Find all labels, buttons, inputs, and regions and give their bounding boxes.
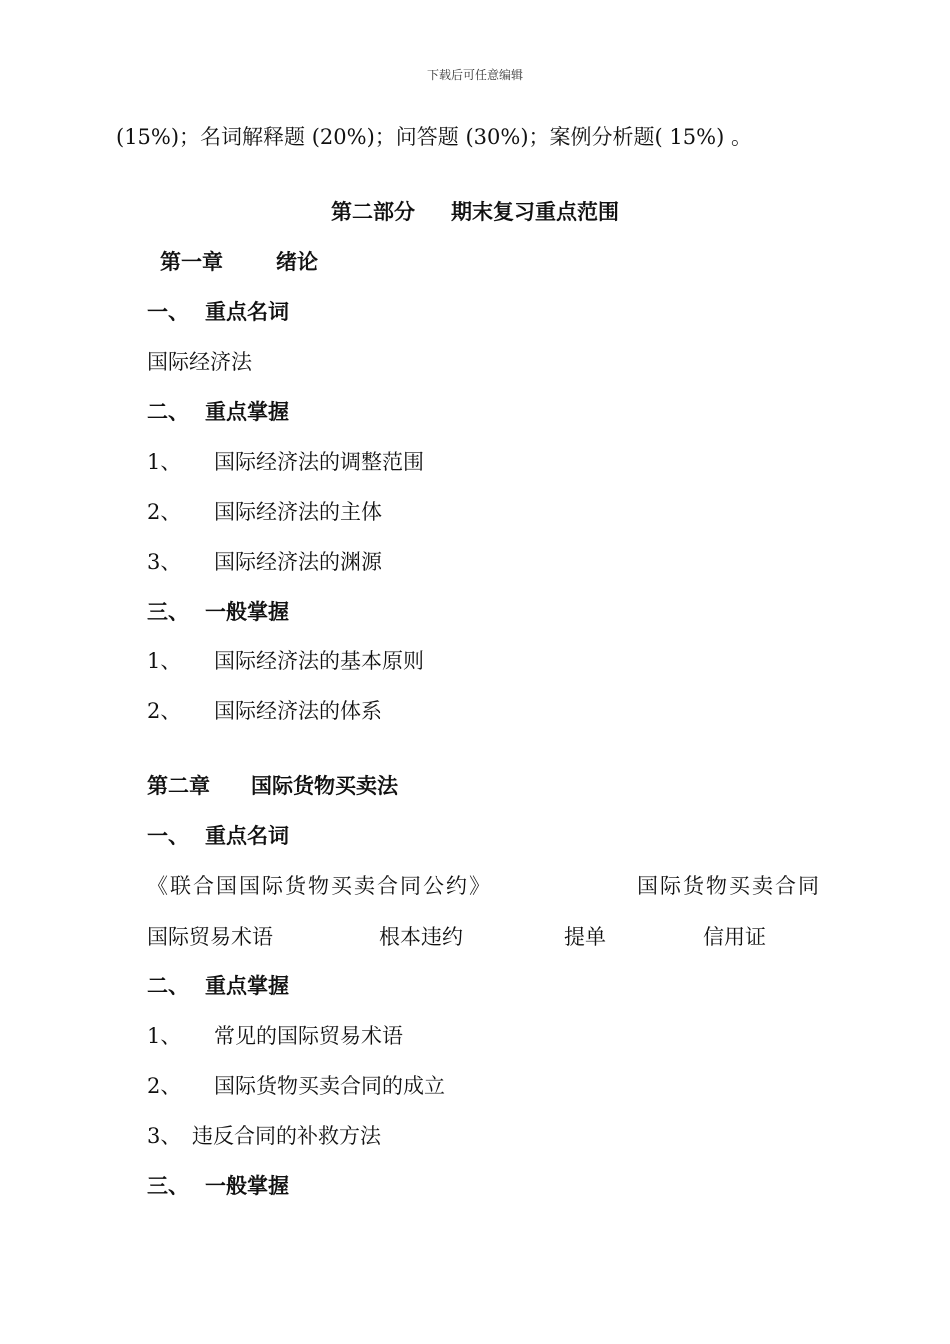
section-heading: 三、 一般掌握 xyxy=(147,599,289,624)
part-name: 期末复习重点范围 xyxy=(451,199,619,224)
term-item: 根本违约 xyxy=(379,925,463,949)
list-item: 1、 常见的国际贸易术语 xyxy=(147,1024,403,1048)
chapter-2-heading xyxy=(147,772,398,800)
term-item: 国际经济法 xyxy=(147,350,252,374)
section-heading: 一、 重点名词 xyxy=(147,299,289,324)
list-item: 2、 国际经济法的体系 xyxy=(147,699,382,723)
list-item: 3、 违反合同的补救方法 xyxy=(147,1124,381,1148)
section-heading: 三、 一般掌握 xyxy=(147,1173,289,1198)
term-item: 提单 xyxy=(564,925,606,949)
chapter-number: 第二章 xyxy=(147,773,210,798)
list-item: 2、 国际经济法的主体 xyxy=(147,500,382,524)
term-item: 《联合国国际货物买卖合同公约》 xyxy=(147,874,492,898)
chapter-number: 第一章 xyxy=(160,249,223,274)
exam-format-line: (15%)；名词解释题 (20%)；问答题 (30%)；案例分析题( 15%) 。 xyxy=(116,125,752,149)
chapter-name: 绪论 xyxy=(276,249,318,274)
term-item: 信用证 xyxy=(703,925,766,949)
section-heading: 二、 重点掌握 xyxy=(147,399,289,424)
term-item: 国际贸易术语 xyxy=(147,925,273,949)
chapter-name: 国际货物买卖法 xyxy=(251,773,398,798)
section-heading: 一、 重点名词 xyxy=(147,823,289,848)
part-title xyxy=(0,198,950,226)
list-item: 1、 国际经济法的调整范围 xyxy=(147,450,424,474)
list-item: 3、 国际经济法的渊源 xyxy=(147,550,382,574)
part-number: 第二部分 xyxy=(331,199,415,224)
list-item: 1、 国际经济法的基本原则 xyxy=(147,649,424,673)
chapter-1-heading xyxy=(160,248,318,276)
term-item: 国际货物买卖合同 xyxy=(637,874,821,898)
list-item: 2、 国际货物买卖合同的成立 xyxy=(147,1074,445,1098)
section-heading: 二、 重点掌握 xyxy=(147,973,289,998)
page-header: 下载后可任意编辑 xyxy=(426,68,523,82)
